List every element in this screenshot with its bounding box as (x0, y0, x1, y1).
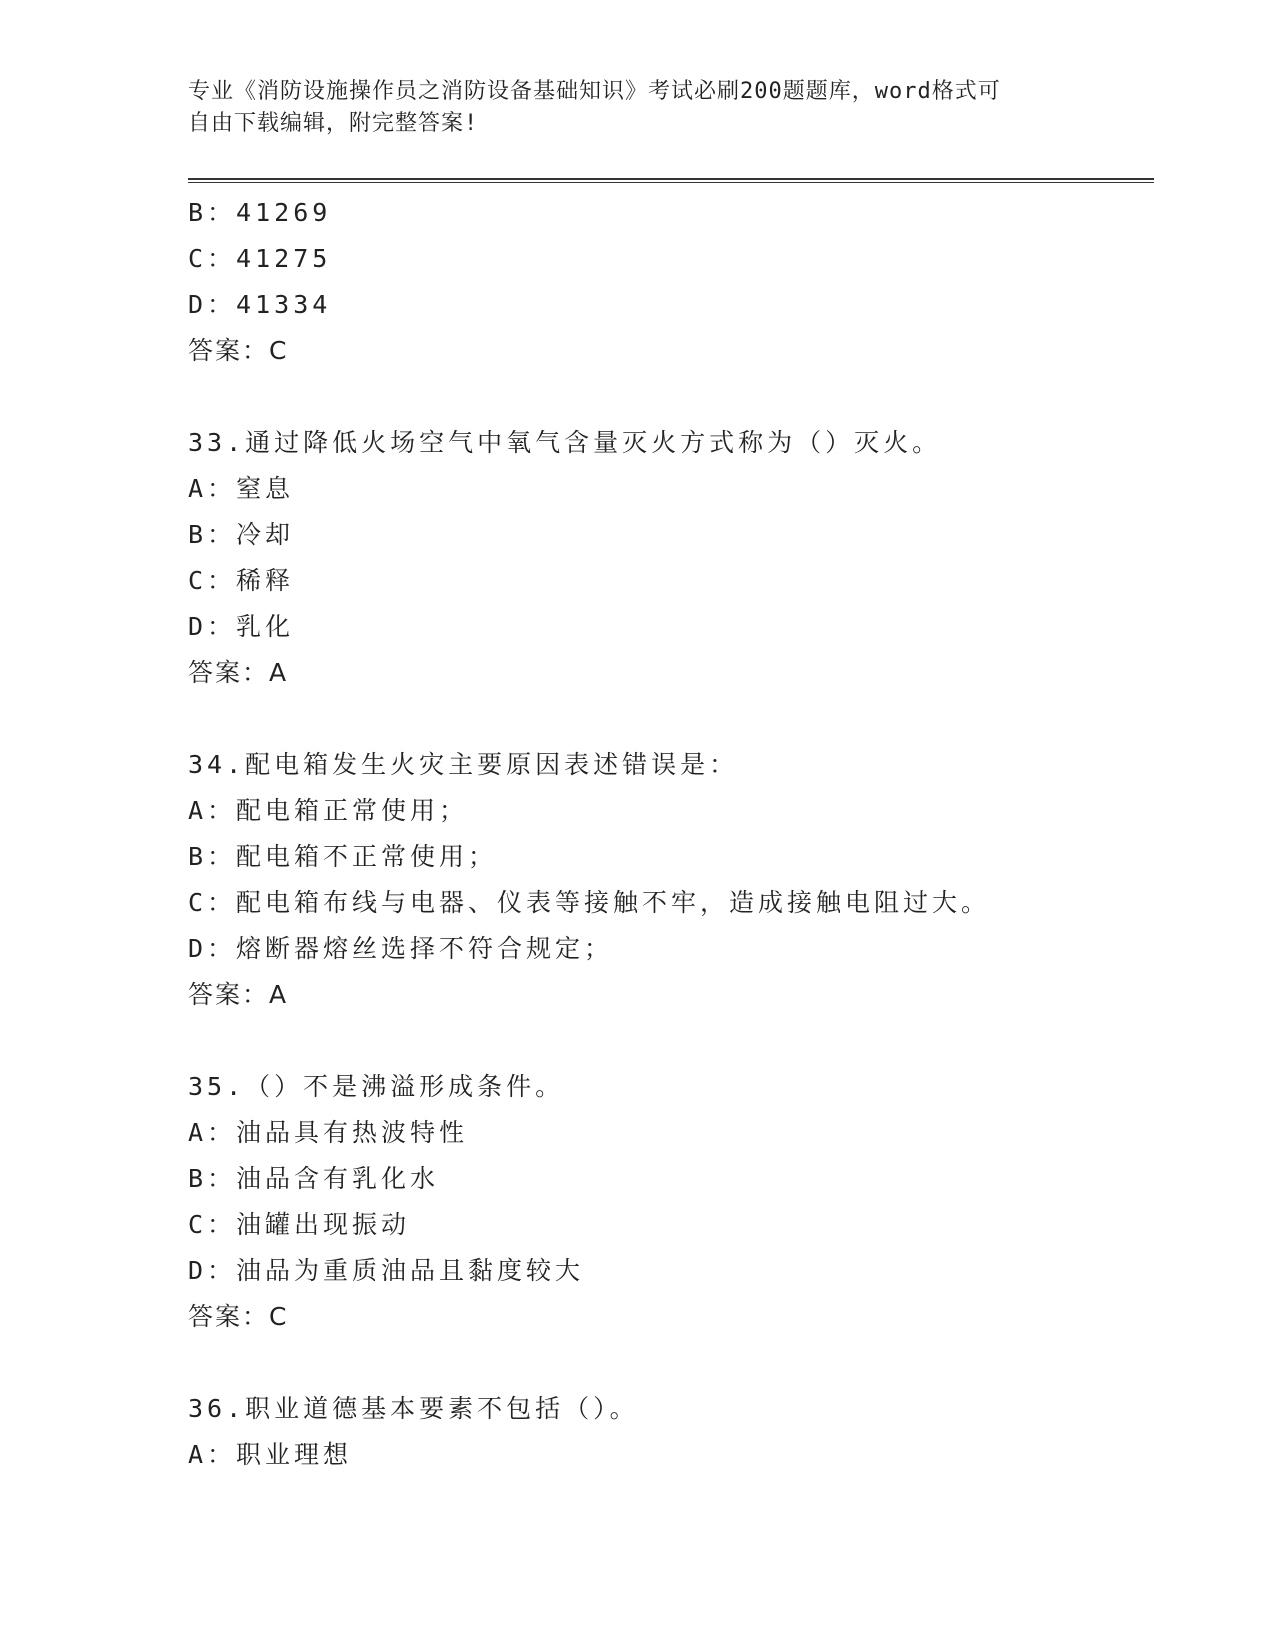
option-a: A：窒息 (188, 474, 295, 503)
question-35 (188, 1064, 1154, 1340)
header-line-2: 自由下载编辑，附完整答案! (188, 111, 479, 136)
spacer (188, 374, 1154, 420)
option-b: B：41269 (188, 198, 332, 227)
option-a: A：配电箱正常使用； (188, 796, 469, 825)
spacer (188, 1340, 1154, 1386)
question-stem: 35.（）不是沸溢形成条件。 (188, 1072, 565, 1101)
option-c: C：油罐出现振动 (188, 1210, 411, 1239)
answer-line: 答案：C (188, 336, 289, 365)
answer-line: 答案：A (188, 658, 289, 687)
option-d: D：乳化 (188, 612, 295, 641)
option-b: B：冷却 (188, 520, 295, 549)
option-d: D：油品为重质油品且黏度较大 (188, 1256, 585, 1285)
option-b: B：油品含有乳化水 (188, 1164, 440, 1193)
option-a: A：职业理想 (188, 1440, 353, 1469)
document-header (188, 76, 1088, 140)
answer-line: 答案：C (188, 1302, 289, 1331)
question-33 (188, 420, 1154, 696)
option-d: D：41334 (188, 290, 332, 319)
option-c: C：41275 (188, 244, 332, 273)
option-c: C：配电箱布线与电器、仪表等接触不牢，造成接触电阻过大。 (188, 888, 991, 917)
answer-line: 答案：A (188, 980, 289, 1009)
header-line-1: 专业《消防设施操作员之消防设备基础知识》考试必刷200题题库，word格式可 (188, 79, 1001, 104)
spacer (188, 1018, 1154, 1064)
header-divider (188, 178, 1154, 183)
question-stem: 33.通过降低火场空气中氧气含量灭火方式称为（）灭火。 (188, 428, 942, 457)
option-a: A：油品具有热波特性 (188, 1118, 469, 1147)
option-d: D：熔断器熔丝选择不符合规定； (188, 934, 614, 963)
question-34 (188, 742, 1154, 1018)
spacer (188, 696, 1154, 742)
question-36 (188, 1386, 1154, 1478)
question-list (188, 190, 1154, 1478)
question-stem: 36.职业道德基本要素不包括（）。 (188, 1394, 639, 1423)
option-b: B：配电箱不正常使用； (188, 842, 498, 871)
question-stem: 34.配电箱发生火灾主要原因表述错误是： (188, 750, 739, 779)
option-c: C：稀释 (188, 566, 295, 595)
question-32-continued (188, 190, 1154, 374)
